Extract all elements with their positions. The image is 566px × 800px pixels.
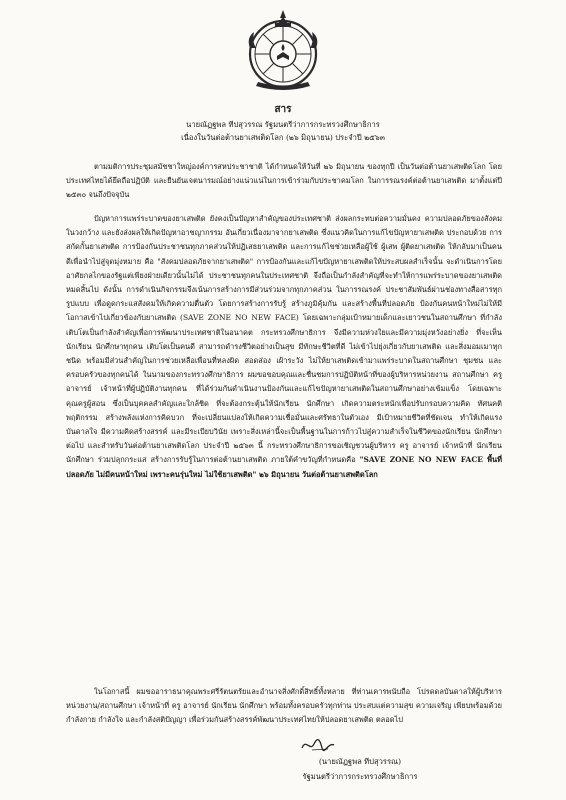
document-title: สาร <box>274 104 292 115</box>
paragraph-3: ในโอกาสนี้ ผมขออาราธนาคุณพระศรีรัตนตรัยและอำนาจสิ่งศักดิ์สิทธิ์ทั้งหลาย ที่ท่านเคารพนับถือ โปรดดลบันดาลให้ผู้บริหารหน่วยงาน/สถานศึกษา เจ้าหน้าที่ ครู อาจารย์ นักเรียน นักศึกษา พร้อมทั้งครอบครัวทุกท่าน ประสบแต่ความสุข ความเจริญ เพียบพร้อมด้วยกำลังกาย กำลังใจ และกำลังสติปัญญา เพื่อร่วมกันสร้างสรรค์พัฒนาประเทศไทยให้ปลอดยาเสพติด ตลอดไป <box>66 687 502 725</box>
paragraph-2-text: ปัญหาการแพร่ระบาดของยาเสพติด ยังคงเป็นปัญหาสำคัญของประเทศชาติ ส่งผลกระทบต่อความมั่นคง ความปลอดภัยของสังคมในวงกว้าง และยังส่งผลให้เกิดปัญหาอาชญากรรม อันเกี่ยวเนื่องมาจากยาเสพติด ซึ่งแนวคิดในการแก้ไขปัญหายาเสพติด ประกอบด้วย การสกัดกั้นยาเสพติด การป้องกันประชาชนทุกภาคส่วนให้ปฏิเสธยาเสพติด และการแก้ไขช่วยเหลือผู้ใช้ ผู้เสพ ผู้ติดยาเสพติด ให้กลับมาเป็นคนดีเพื่อนำไปสู่จุดมุ่งหมาย คือ "สังคมปลอดภัยจากยาเสพติด" การป้องกันและแก้ไขปัญหายาเสพติดให้ประสบผลสำเร็จนั้น จะดำเนินการโดยอาศัยกลไกของรัฐแต่เพียงฝ่ายเดียวนั้นไม่ได้ ประชาชนทุกคนในประเทศชาติ จึงถือเป็นกำลังสำคัญที่จะทำให้การแพร่ระบาดของยาเสพติดหมดสิ้นไป ดังนั้น การดำเนินกิจกรรมจึงเน้นการสร้างการมีส่วนร่วมจากทุกภาคส่วน ในการรณรงค์ ประชาสัมพันธ์ผ่านช่องทางสื่อสารทุกรูปแบบ เพื่อดูดกระแสสังคมให้เกิดความตื่นตัว โดยการสร้างการรับรู้ สร้างภูมิคุ้มกัน และสร้างพื้นที่ปลอดภัย ป้องกันคนหน้าใหม่ไม่ให้มีโอกาสเข้าไปเกี่ยวข้องกับยาเสพติด (SAVE ZONE NO NEW FACE) โดยเฉพาะกลุ่มเป้าหมายเด็กและเยาวชนในสถานศึกษา ที่กำลังเติบโตเป็นกำลังสำคัญเพื่อการพัฒนาประเทศชาติในอนาคต กระทรวงศึกษาธิการ จึงมีความห่วงใยและมีความมุ่งหวังอย่างยิ่ง ที่จะเห็นนักเรียน นักศึกษาทุกคน เติบโตเป็นคนดี สามารถดำรงชีวิตอย่างเป็นสุข มีทักษะชีวิตที่ดี ไม่เข้าไปยุ่งเกี่ยวกับยาเสพติด และสิ่งมอมเมาทุกชนิด พร้อมมีส่วนสำคัญในการช่วยเหลือเพื่อนที่หลงผิด สอดส่อง เฝ้าระวัง ไม่ให้ยาเสพติดเข้ามาแพร่ระบาดในสถานศึกษา ชุมชน และครอบครัวของทุกคนได้ ในนามของกระทรวงศึกษาธิการ ผมขอขอบคุณและชื่นชมการปฏิบัติหน้าที่ของผู้บริหารหน่วยงาน สถานศึกษา ครู อาจารย์ เจ้าหน้าที่ผู้ปฏิบัติงานทุกคน ที่ได้ร่วมกันดำเนินงานป้องกันและแก้ไขปัญหายาเสพติดในสถานศึกษาอย่างเข้มแข็ง โดยเฉพาะคุณครูผู้สอน ซึ่งเป็นบุคคลสำคัญและใกล้ชิด ที่จะต้องกระตุ้นให้นักเรียน นักศึกษา เกิดความตระหนักเพื่อปรับกรอบความคิด ทัศนคติ พฤติกรรม สร้างพลังแห่งการคิดบวก ที่จะเปลี่ยนแปลงให้เกิดความเชื่อมั่นและศรัทธาในตัวเอง มีเป้าหมายชีวิตที่ชัดเจน ทำให้เกิดแรงบันดาลใจ มีความคิดสร้างสรรค์ และมีระเบียบวินัย เพราะสิ่งเหล่านี้จะเป็นพื้นฐานในการก้าวไปสู่ความสำเร็จในชีวิตของนักเรียน นักศึกษา ต่อไป และสำหรับวันต่อต้านยาเสพติดโลก ประจำปี ๒๕๖๓ นี้ กระทรวงศึกษาธิการขอเชิญชวนผู้บริหาร ครู อาจารย์ เจ้าหน้าที่ นักเรียน นักศึกษา ร่วมปลุกกระแส สร้างการรับรู้ในการต่อต้านยาเสพติด ภายใต้คำขวัญที่กำหนดคือ <box>66 214 502 465</box>
signatory-position: รัฐมนตรีว่าการกระทรวงศึกษาธิการ <box>302 772 418 781</box>
campaign-slogan: "SAVE ZONE NO NEW FACE พื้นที่ปลอดภัย ไม่มีคนหน้าใหม่ เพราะคนรุ่นใหม่ ไม่ใช้ยาเสพติด" ๒๖ มิถุนายน วันต่อต้านยาเสพติดโลก <box>66 455 502 479</box>
signatory-name: (นายณัฏฐพล ทีปสุวรรณ) <box>318 757 402 766</box>
handwritten-signature <box>298 736 338 754</box>
paragraph-2 <box>66 212 502 482</box>
subtitle-author: นายณัฏฐพล ทีปสุวรรณ รัฐมนตรีว่าการกระทรวงศึกษาธิการ <box>186 120 380 129</box>
subtitle-occasion: เนื่องในวันต่อต้านยาเสพติดโลก (๒๖ มิถุนายน) ประจำปี ๒๕๖๓ <box>181 133 385 142</box>
ministry-emblem-icon <box>242 8 324 94</box>
paragraph-1: ตามมติการประชุมสมัชชาใหญ่องค์การสหประชาชาติ ได้กำหนดให้วันที่ ๒๖ มิถุนายน ของทุกปี เป็นวันต่อต้านยาเสพติดโลก โดยประเทศไทยได้ยึดถือปฏิบัติ และยืนยันเจตนารมณ์อย่างแน่วแน่ในการเข้าร่วมกับประชาคมโลก ในการรณรงค์ต่อต้านยาเสพติด มาตั้งแต่ปี ๒๕๓๐ จนถึงปัจจุบัน <box>66 162 502 200</box>
